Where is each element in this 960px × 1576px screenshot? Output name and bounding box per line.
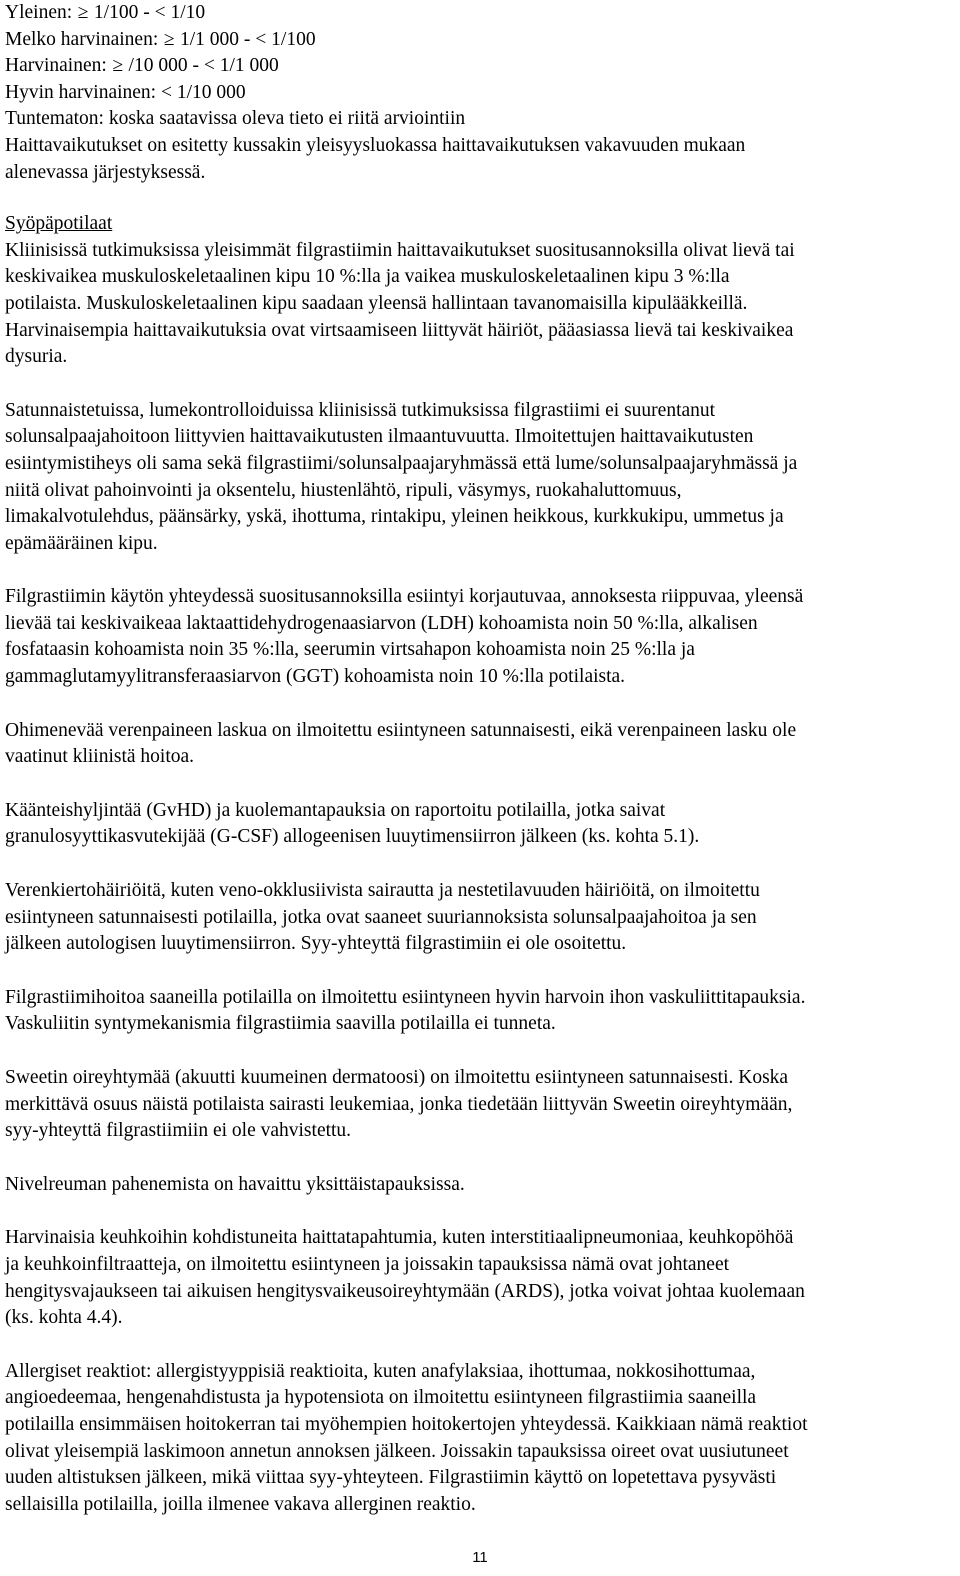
greater-or-equal-symbol: ≥: [112, 55, 124, 77]
text-line: olivat yleisempiä laskimoon annetun annoksen jälkeen. Joissakin tapauksissa oireet ovat uusiutuneet: [5, 1440, 789, 1462]
frequency-uncommon-label: Melko harvinainen:: [5, 28, 159, 50]
text-line: vaatinut kliinistä hoitoa.: [5, 746, 195, 768]
text-line: Nivelreuman pahenemista on havaittu yksittäistapauksissa.: [5, 1173, 465, 1195]
cancer-paragraph-1: [5, 211, 955, 371]
cancer-paragraph-9: [5, 1172, 955, 1199]
text-line: sellaisilla potilailla, joilla ilmenee vakava allerginen reaktio.: [5, 1493, 476, 1515]
cancer-paragraph-8: [5, 1065, 955, 1145]
text-line: angioedeemaa, hengenahdistusta ja hypotensiota on ilmoitettu esiintyneen filgrastiimia saaneilla: [5, 1387, 757, 1409]
cancer-paragraph-4: [5, 718, 955, 771]
text-line: ja keuhkoinfiltraatteja, on ilmoitettu esiintyneen ja joissakin tapauksissa nämä ovat johtaneet: [5, 1253, 730, 1275]
text-line: esiintymistiheys oli sama sekä filgrastiimi/solunsalpaajaryhmässä että lume/solunsalpaajaryhmässä ja: [5, 452, 798, 474]
text-line: Harvinaisempia haittavaikutuksia ovat virtsaamiseen liittyvät häiriöt, pääasiassa lievä tai keskivaikea: [5, 319, 794, 341]
text-line: merkittävä osuus näistä potilaista sairasti leukemiaa, jonka tiedetään liittyvän Sweetin oireyhtymään,: [5, 1093, 793, 1115]
cancer-paragraph-10: [5, 1225, 955, 1331]
frequency-unknown: Tuntematon: koska saatavissa oleva tieto ei riitä arviointiin: [5, 108, 466, 130]
text-line: Satunnaistetuissa, lumekontrolloiduissa kliinisissä tutkimuksissa filgrastiimi ei suurentanut: [5, 399, 716, 421]
text-line: potilailla ensimmäisen hoitokerran tai myöhempien hoitokertojen yhteydessä. Kaikkiaan nämä reaktiot: [5, 1413, 808, 1435]
text-line: epämääräinen kipu.: [5, 532, 158, 554]
ordering-note-line: alenevassa järjestyksessä.: [5, 161, 206, 183]
frequency-rare-range: /10 000 - < 1/1 000: [128, 55, 279, 77]
text-line: (ks. kohta 4.4).: [5, 1307, 123, 1329]
text-line: gammaglutamyylitransferaasiarvon (GGT) kohoamista noin 10 %:lla potilaista.: [5, 666, 626, 688]
paragraph-lines: [5, 238, 955, 371]
text-line: hengitysvajaukseen tai aikuisen hengitysvaikeusoireyhtymään (ARDS), jotka voivat johtaa kuolemaan: [5, 1280, 805, 1302]
cancer-paragraph-6: [5, 878, 955, 958]
text-line: Vaskuliitin syntymekanismia filgrastiimia saavilla potilailla ei tunneta.: [5, 1013, 556, 1035]
frequency-common-label: Yleinen:: [5, 2, 73, 23]
frequency-rare-label: Harvinainen:: [5, 55, 107, 77]
frequency-uncommon: [5, 27, 955, 54]
greater-or-equal-symbol: ≥: [163, 28, 175, 50]
cancer-paragraph-11: [5, 1359, 955, 1519]
cancer-paragraph-2: [5, 398, 955, 558]
ordering-note-line: Haittavaikutukset on esitetty kussakin yleisyysluokassa haittavaikutuksen vakavuuden mukaan: [5, 134, 746, 156]
text-line: Filgrastiimin käytön yhteydessä suositusannoksilla esiintyi korjautuvaa, annoksesta riippuvaa, yleensä: [5, 586, 804, 608]
text-line: keskivaikea muskuloskeletaalinen kipu 10 %:lla ja vaikea muskuloskeletaalinen kipu 3 %:lla: [5, 266, 730, 288]
text-line: niitä olivat pahoinvointi ja oksentelu, hiustenlähtö, ripuli, väsymys, ruokahaluttomuus,: [5, 479, 682, 501]
text-line: fosfataasin kohoamista noin 35 %:lla, seerumin virtsahapon kohoamista noin 25 %:lla ja: [5, 639, 695, 661]
text-line: Allergiset reaktiot: allergistyyppisiä reaktioita, kuten anafylaksiaa, ihottumaa, nokkosihottumaa,: [5, 1360, 756, 1382]
frequency-common: [5, 0, 955, 27]
frequency-definitions: [5, 0, 955, 186]
text-line: Harvinaisia keuhkoihin kohdistuneita haittatapahtumia, kuten interstitiaalipneumoniaa, keuhkopöhöä: [5, 1227, 794, 1249]
text-line: Kliinisissä tutkimuksissa yleisimmät filgrastiimin haittavaikutukset suositusannoksilla olivat lievä tai: [5, 239, 795, 261]
frequency-common-range: 1/100 - < 1/10: [93, 2, 206, 23]
cancer-paragraph-3: [5, 584, 955, 690]
greater-or-equal-symbol: ≥: [77, 2, 89, 23]
cancer-paragraph-7: [5, 985, 955, 1038]
text-line: Sweetin oireyhtymää (akuutti kuumeinen dermatoosi) on ilmoitettu esiintyneen satunnaisesti. Koska: [5, 1067, 789, 1088]
document-page: [5, 0, 955, 1545]
frequency-rare: [5, 53, 955, 80]
frequency-very-rare: Hyvin harvinainen: < 1/10 000: [5, 81, 246, 103]
text-line: lievää tai keskivaikeaa laktaattidehydrogenaasiarvon (LDH) kohoamista noin 50 %:lla, alkalisen: [5, 612, 758, 634]
section-heading-cancer-patients: Syöpäpotilaat: [5, 213, 113, 235]
text-line: limakalvotulehdus, päänsärky, yskä, ihottuma, rintakipu, yleinen heikkous, kurkkukipu, ummetus ja: [5, 506, 784, 528]
text-line: granulosyyttikasvutekijää (G-CSF) allogeenisen luuytimensiirron jälkeen (ks. kohta 5.1).: [5, 826, 700, 848]
text-line: Käänteishyljintää (GvHD) ja kuolemantapauksia on raportoitu potilailla, jotka saivat: [5, 799, 666, 821]
text-line: dysuria.: [5, 346, 68, 368]
page-number: 11: [472, 1549, 488, 1566]
text-line: Verenkiertohäiriöitä, kuten veno-okklusiivista sairautta ja nestetilavuuden häiriöitä, on ilmoitettu: [5, 880, 760, 902]
text-line: Ohimenevää verenpaineen laskua on ilmoitettu esiintyneen satunnaisesti, eikä verenpaineen lasku ole: [5, 719, 797, 741]
text-line: esiintyneen satunnaisesti potilailla, jotka ovat saaneet suuriannoksista solunsalpaajahoitoa ja sen: [5, 906, 757, 928]
text-line: potilaista. Muskuloskeletaalinen kipu saadaan yleensä hallintaan tavanomaisilla kipulääkkeillä.: [5, 292, 748, 314]
text-line: syy-yhteyttä filgrastiimiin ei ole vahvistettu.: [5, 1120, 352, 1142]
frequency-uncommon-range: 1/1 000 - < 1/100: [180, 28, 316, 50]
text-line: uuden altistuksen jälkeen, mikä viittaa syy-yhteyteen. Filgrastiimin käyttö on lopetettava pysyvästi: [5, 1467, 777, 1489]
text-line: jälkeen autologisen luuytimensiirron. Syy-yhteyttä filgrastimiin ei ole osoitettu.: [5, 933, 627, 955]
cancer-paragraph-5: [5, 798, 955, 851]
text-line: solunsalpaajahoitoon liittyvien haittavaikutusten ilmaantuvuutta. Ilmoitettujen haittavaikutusten: [5, 426, 754, 448]
text-line: Filgrastiimihoitoa saaneilla potilailla on ilmoitettu esiintyneen hyvin harvoin ihon vaskuliittitapauksia.: [5, 986, 806, 1008]
